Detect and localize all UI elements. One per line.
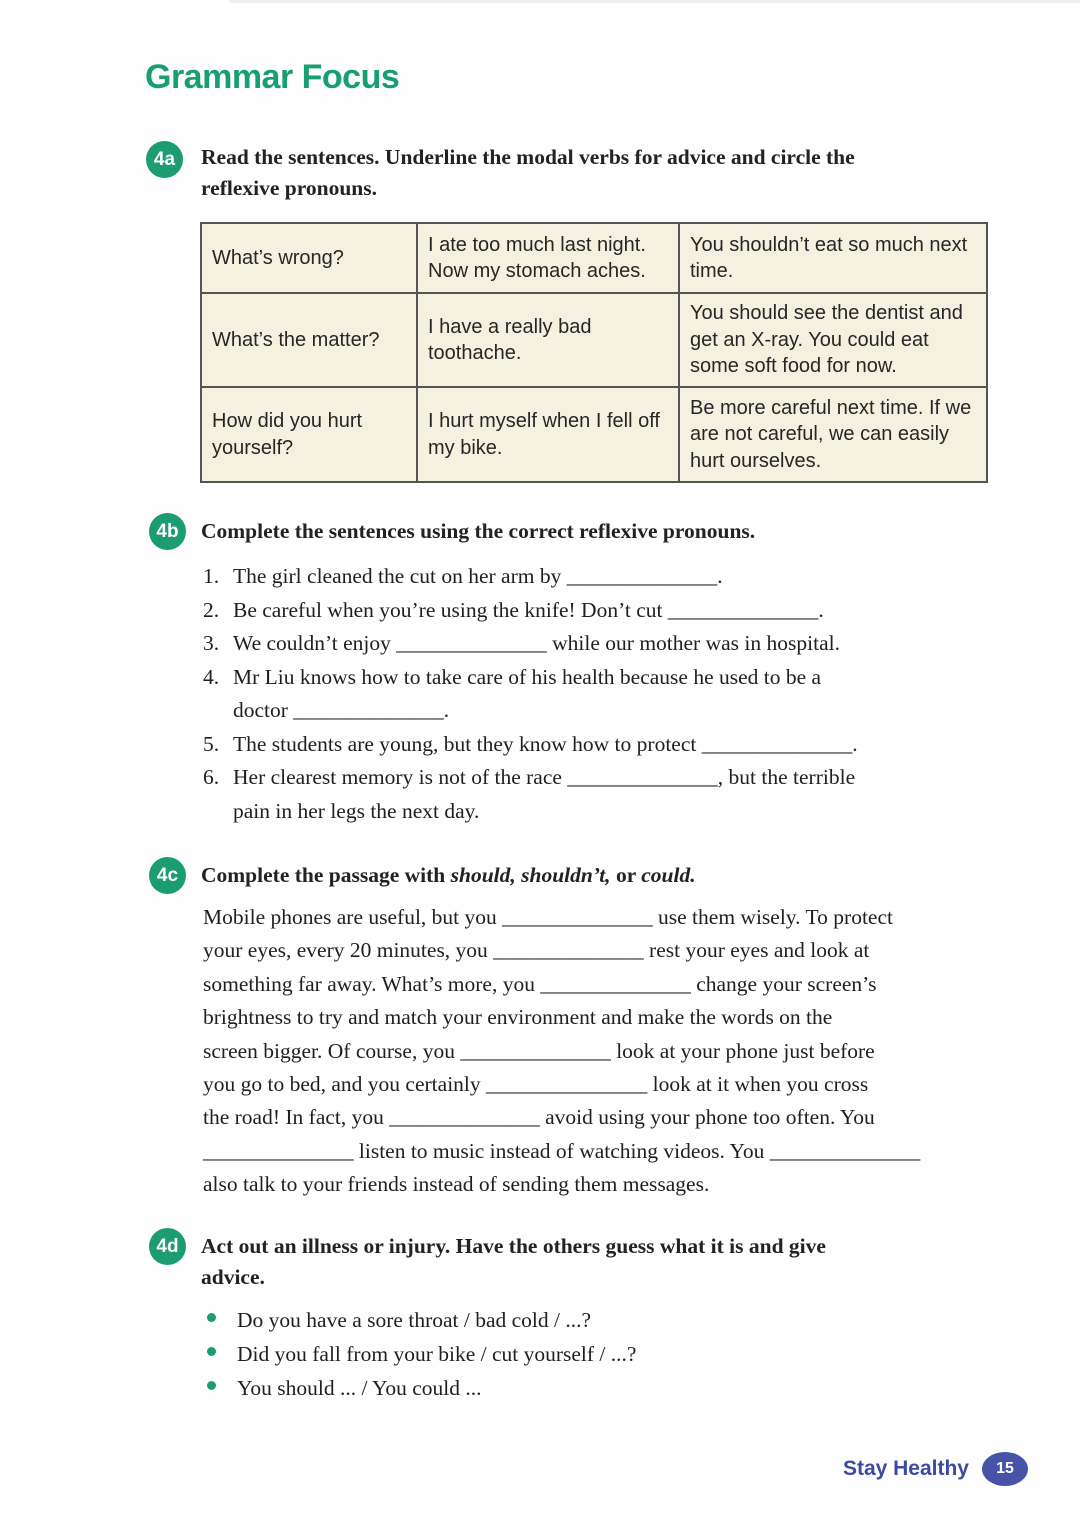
item-number: 4.: [203, 664, 220, 689]
list-item: [203, 627, 858, 661]
passage-line: something far away. What’s more, you ______________ change your screen’s: [203, 971, 877, 996]
passage-line: Mobile phones are useful, but you ______________ use them wisely. To protect: [203, 905, 893, 929]
heading-line: Act out an illness or injury. Have the others guess what it is and give: [201, 1234, 826, 1258]
list-item: [203, 761, 858, 828]
item-number: 5.: [203, 731, 220, 756]
table-cell: You should see the dentist and get an X-ray. You could eat some soft food for now.: [679, 293, 987, 387]
heading-line: Read the sentences. Underline the modal verbs for advice and circle the: [201, 145, 855, 169]
sentence-line: doctor ______________.: [233, 698, 450, 722]
bullet-dot-icon: [207, 1347, 216, 1356]
page-footer: [843, 1452, 1028, 1486]
table-cell: I hurt myself when I fell off my bike.: [417, 387, 679, 482]
table-cell: What’s wrong?: [201, 223, 417, 293]
sentence-line: Her clearest memory is not of the race ______________, but the terrible: [233, 765, 856, 789]
table-row: [201, 223, 987, 293]
passage-line: you go to bed, and you certainly _______________ look at it when you cross: [203, 1072, 869, 1097]
section-badge-4a: 4a: [146, 141, 183, 178]
heading-text: Complete the passage with: [201, 863, 451, 887]
passage-line: screen bigger. Of course, you ______________ look at your phone just before: [203, 1038, 875, 1063]
heading-line: reflexive pronouns.: [201, 176, 377, 200]
heading-line: advice.: [201, 1265, 265, 1289]
section-4b-heading: [201, 516, 1001, 547]
bullet-item: [207, 1337, 636, 1371]
table-cell: How did you hurt yourself?: [201, 387, 417, 482]
bullet-item: [207, 1371, 636, 1405]
table-cell: Be more careful next time. If we are not careful, we can easily hurt ourselves.: [679, 387, 987, 482]
heading-line: [201, 860, 1001, 891]
item-number: 6.: [203, 765, 220, 789]
passage-line: ______________ listen to music instead of watching videos. You ______________: [203, 1138, 921, 1163]
exercise-4c-passage: [203, 901, 920, 1202]
section-badge-4c: 4c: [149, 857, 186, 894]
sentence-line: Mr Liu knows how to take care of his health because he used to be a: [233, 664, 822, 689]
heading-italic: should, shouldn’t,: [450, 863, 611, 887]
table-row: [201, 387, 987, 482]
bullet-text: Do you have a sore throat / bad cold / ...?: [237, 1308, 592, 1332]
table-cell: What’s the matter?: [201, 293, 417, 387]
page-title: Grammar Focus: [145, 58, 400, 96]
list-item: [203, 661, 858, 728]
item-number: 1.: [203, 564, 220, 588]
scan-artifact: [230, 0, 1080, 3]
list-item: [203, 728, 858, 762]
bullet-dot-icon: [207, 1313, 216, 1322]
sentence-line: The students are young, but they know how to protect ______________.: [233, 731, 858, 756]
section-4d-heading: [201, 1231, 1001, 1293]
table-cell: I have a really bad toothache.: [417, 293, 679, 387]
bullet-item: [207, 1303, 636, 1337]
table-cell: I ate too much last night. Now my stomach aches.: [417, 223, 679, 293]
exercise-4b-list: [203, 560, 858, 828]
passage-line: brightness to try and match your environment and make the words on the: [203, 1005, 833, 1030]
bullet-text: Did you fall from your bike / cut yourself / ...?: [237, 1342, 637, 1366]
list-item: [203, 560, 858, 594]
table-row: [201, 293, 987, 387]
page-number-badge: 15: [982, 1452, 1028, 1486]
heading-text: or: [610, 863, 642, 887]
heading-italic: could.: [641, 863, 696, 887]
bullet-dot-icon: [207, 1381, 216, 1390]
sentence-line: The girl cleaned the cut on her arm by ______________.: [233, 564, 723, 588]
section-4a-heading: [201, 142, 1001, 204]
section-badge-4b: 4b: [149, 513, 186, 550]
section-4c-heading: [201, 860, 1001, 891]
sentence-line: pain in her legs the next day.: [233, 798, 480, 823]
sentence-line: Be careful when you’re using the knife! Don’t cut ______________.: [233, 597, 824, 622]
passage-line: the road! In fact, you ______________ avoid using your phone too often. You: [203, 1105, 875, 1130]
heading-line: Complete the sentences using the correct reflexive pronouns.: [201, 519, 756, 543]
sentence-line: We couldn’t enjoy ______________ while our mother was in hospital.: [233, 631, 840, 655]
dialogue-table: [200, 222, 988, 483]
item-number: 3.: [203, 631, 220, 655]
section-badge-4d: 4d: [149, 1228, 186, 1265]
table-cell: You shouldn’t eat so much next time.: [679, 223, 987, 293]
list-item: [203, 594, 858, 628]
unit-title: Stay Healthy: [842, 1457, 969, 1480]
exercise-4d-bullets: [207, 1303, 636, 1405]
passage-line: also talk to your friends instead of sending them messages.: [203, 1172, 710, 1197]
passage-line: your eyes, every 20 minutes, you ______________ rest your eyes and look at: [203, 938, 870, 963]
item-number: 2.: [203, 597, 220, 622]
bullet-text: You should ... / You could ...: [237, 1376, 482, 1400]
